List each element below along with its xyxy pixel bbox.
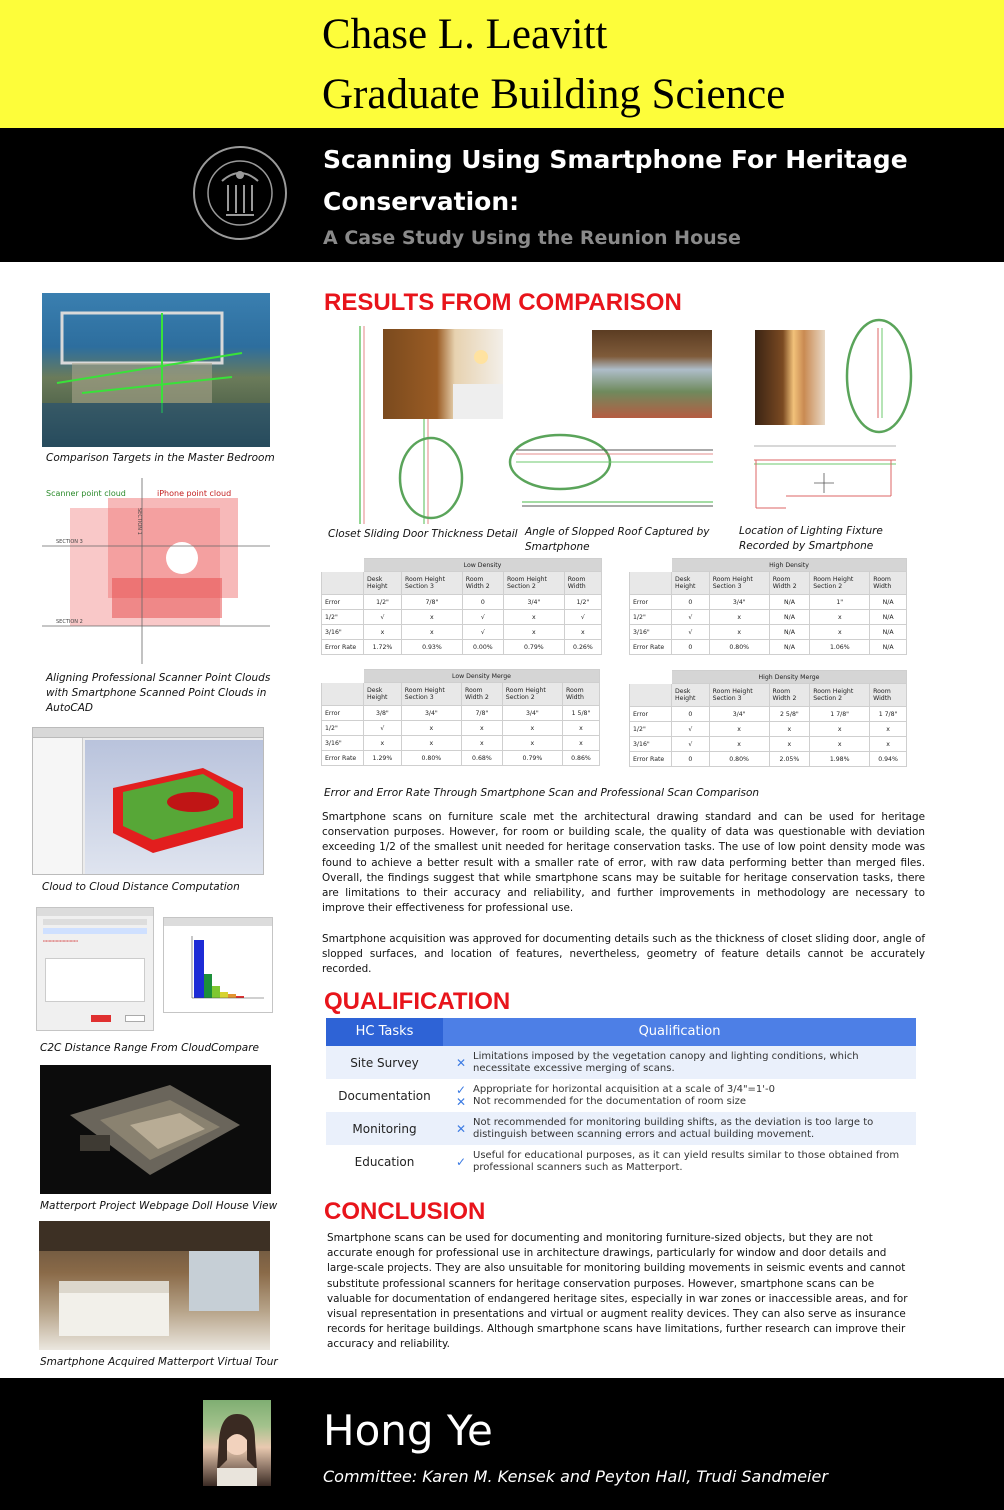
table-cell: 7/8" bbox=[461, 706, 502, 721]
caption-alignment: Aligning Professional Scanner Point Clouds with Smartphone Scanned Point Clouds in AutoCAD bbox=[46, 672, 271, 714]
table-cell: x bbox=[502, 721, 562, 736]
table-cell: 1/2" bbox=[364, 595, 402, 610]
label-iphone-cloud: iPhone point cloud bbox=[157, 489, 232, 498]
table-column-header: Room Width bbox=[564, 572, 601, 595]
table-cell: x bbox=[769, 737, 810, 752]
table-cell: 0.93% bbox=[401, 640, 462, 655]
high-density-table bbox=[629, 558, 907, 655]
caption-lighting-fixture: Location of Lighting Fixture Recorded by Smartphone bbox=[739, 525, 883, 552]
table-cell: √ bbox=[364, 610, 402, 625]
table-row-label: Error bbox=[322, 706, 364, 721]
table-cell: 0 bbox=[672, 640, 710, 655]
table-cell: x bbox=[810, 610, 870, 625]
matterport-virtual-tour-image bbox=[39, 1221, 270, 1350]
table-cell: x bbox=[461, 736, 502, 751]
c2c-dialog-screenshot: ••••••••••••••••••••••••• bbox=[36, 907, 154, 1031]
author-portrait bbox=[203, 1400, 271, 1486]
table-column-header: Room Height Section 2 bbox=[810, 684, 870, 707]
table-column-header: Room Height Section 2 bbox=[810, 572, 870, 595]
qualification-marks bbox=[449, 1057, 473, 1069]
table-cell: 0.80% bbox=[709, 752, 769, 767]
university-seal-icon bbox=[192, 145, 288, 241]
table-cell: 0 bbox=[672, 707, 710, 722]
table-cell: 0.68% bbox=[461, 751, 502, 766]
table-header-row bbox=[630, 684, 907, 707]
table-cell: 1.98% bbox=[810, 752, 870, 767]
c2c-histogram-screenshot bbox=[163, 917, 273, 1013]
poster-subtitle: A Case Study Using the Reunion House bbox=[323, 227, 741, 249]
table-cell: √ bbox=[462, 610, 503, 625]
qualification-marks bbox=[449, 1084, 473, 1108]
table-row bbox=[322, 595, 602, 610]
table-cell: x bbox=[364, 736, 402, 751]
table-cell: 0.26% bbox=[564, 640, 601, 655]
table-row bbox=[630, 737, 907, 752]
table-corner-cell bbox=[322, 670, 364, 683]
table-cell: x bbox=[709, 625, 769, 640]
table-cell: 2.05% bbox=[769, 752, 810, 767]
results-paragraph-1: Smartphone scans on furniture scale met the architectural drawing standard and can be used for heritage conservation purposes. However, for room or building scale, the quality of data was questionable with deviation exceeding 1/2 of the smallest unit needed for heritage conservation tasks. The use of low point density mode was found to achieve a better result with a smaller rate of error, with raw data performing better than merged files. Overall, the findings suggest that while smartphone scans may be suitable for heritage conservation tasks, there are limitations to their accuracy and reliability, and further improvements in methodology are necessary to improve their effectiveness for professional use. bbox=[322, 811, 925, 915]
table-header-blank bbox=[322, 683, 364, 706]
table-title-row bbox=[630, 671, 907, 684]
table-column-header: Room Width bbox=[562, 683, 599, 706]
table-cell: x bbox=[709, 610, 769, 625]
table-cell: √ bbox=[672, 625, 710, 640]
low-density-merge-table bbox=[321, 669, 600, 766]
program-name: Graduate Building Science bbox=[322, 71, 786, 118]
table-cell: x bbox=[870, 722, 907, 737]
table-cell: 1/2" bbox=[564, 595, 601, 610]
table-header-blank bbox=[322, 572, 364, 595]
qualification-heading: QUALIFICATION bbox=[324, 988, 511, 1015]
table-column-header: Room Height Section 3 bbox=[709, 572, 769, 595]
table-cell: 0.80% bbox=[401, 751, 461, 766]
table-cell: N/A bbox=[769, 625, 810, 640]
cloud-compare-screenshot bbox=[32, 727, 264, 875]
author-name: Hong Ye bbox=[323, 1406, 493, 1455]
table-cell: N/A bbox=[769, 595, 810, 610]
table-row bbox=[630, 640, 907, 655]
high-density-merge-table bbox=[629, 670, 907, 767]
check-icon: ✓ bbox=[455, 1082, 467, 1097]
caption-dollhouse: Matterport Project Webpage Doll House View bbox=[40, 1200, 278, 1212]
caption-c2c-computation: Cloud to Cloud Distance Computation bbox=[42, 881, 240, 893]
table-header-blank bbox=[630, 572, 672, 595]
hc-task-label: Site Survey bbox=[326, 1046, 443, 1079]
caption-bedroom-targets: Comparison Targets in the Master Bedroom bbox=[46, 452, 275, 464]
footer-band bbox=[0, 1378, 1004, 1510]
table-cell: x bbox=[503, 610, 564, 625]
table-cell: √ bbox=[564, 610, 601, 625]
caption-closet-detail: Closet Sliding Door Thickness Detail bbox=[328, 528, 518, 540]
label-scanner-cloud: Scanner point cloud bbox=[46, 489, 126, 498]
table-cell: √ bbox=[672, 722, 710, 737]
table-title: Low Density bbox=[364, 559, 602, 572]
table-cell: 3/4" bbox=[709, 595, 769, 610]
results-paragraph-2: Smartphone acquisition was approved for documenting details such as the thickness of closet sliding door, angle of slopped surfaces, and location of features, nevertheless, geometry of feature details cannot be accurately recorded. bbox=[322, 933, 925, 976]
table-row bbox=[630, 722, 907, 737]
committee-names: Committee: Karen M. Kensek and Peyton Hall, Trudi Sandmeier bbox=[323, 1467, 828, 1486]
caption-sloped-roof: Angle of Slopped Roof Captured by Smartphone bbox=[525, 526, 710, 553]
table-row-label: Error bbox=[630, 595, 672, 610]
table-cell: 1 7/8" bbox=[810, 707, 870, 722]
table-row-label: 1/2" bbox=[630, 722, 672, 737]
table-cell: √ bbox=[672, 610, 710, 625]
results-heading: RESULTS FROM COMPARISON bbox=[324, 289, 682, 316]
closet-photo bbox=[383, 329, 503, 419]
table-cell: 0.94% bbox=[870, 752, 907, 767]
table-row-label: 1/2" bbox=[322, 721, 364, 736]
lighting-fixture-detail-figure bbox=[746, 318, 916, 518]
table-cell: N/A bbox=[870, 640, 907, 655]
table-cell: 0 bbox=[672, 595, 710, 610]
table-cell: x bbox=[401, 721, 461, 736]
qualification-cell bbox=[443, 1079, 916, 1112]
table-cell: 1.29% bbox=[364, 751, 402, 766]
table-cell: 3/4" bbox=[503, 595, 564, 610]
header-band bbox=[0, 0, 1004, 128]
table-header-blank bbox=[630, 684, 672, 707]
table-cell: x bbox=[564, 625, 601, 640]
table-cell: 3/4" bbox=[401, 706, 461, 721]
table-cell: 0.86% bbox=[562, 751, 599, 766]
table-column-header: Desk Height bbox=[364, 572, 402, 595]
sloped-roof-detail-figure bbox=[508, 428, 720, 520]
table-column-header: Desk Height bbox=[672, 572, 710, 595]
qualification-marks bbox=[449, 1123, 473, 1135]
table-cell: x bbox=[461, 721, 502, 736]
table-cell: 0.79% bbox=[503, 640, 564, 655]
qualification-cell bbox=[443, 1046, 916, 1079]
hc-task-label: Monitoring bbox=[326, 1112, 443, 1145]
label-section-2: SECTION 2 bbox=[56, 619, 83, 625]
conclusion-heading: CONCLUSION bbox=[324, 1198, 486, 1225]
table-cell: 1.06% bbox=[810, 640, 870, 655]
table-cell: N/A bbox=[870, 595, 907, 610]
check-icon: ✓ bbox=[455, 1154, 467, 1169]
table-row-label: Error Rate bbox=[322, 751, 364, 766]
table-cell: x bbox=[401, 625, 462, 640]
table-cell: N/A bbox=[769, 640, 810, 655]
table-row bbox=[322, 736, 600, 751]
table-row bbox=[630, 752, 907, 767]
table-column-header: Room Width 2 bbox=[769, 572, 810, 595]
qualification-cell bbox=[443, 1145, 916, 1178]
table-cell: x bbox=[709, 737, 769, 752]
table-row-label: 3/16" bbox=[630, 625, 672, 640]
qualification-texts bbox=[473, 1051, 916, 1075]
table-cell: x bbox=[769, 722, 810, 737]
qualification-table-header bbox=[326, 1018, 916, 1046]
table-corner-cell bbox=[630, 671, 672, 684]
table-row-label: 1/2" bbox=[322, 610, 364, 625]
matterport-dollhouse-image bbox=[40, 1065, 271, 1194]
qualification-table bbox=[326, 1018, 916, 1178]
qualification-texts bbox=[473, 1084, 916, 1108]
table-row-label: 1/2" bbox=[630, 610, 672, 625]
table-cell: x bbox=[502, 736, 562, 751]
table-cell: 2 5/8" bbox=[769, 707, 810, 722]
table-title-row bbox=[322, 670, 600, 683]
table-cell: x bbox=[562, 736, 599, 751]
qualification-texts bbox=[473, 1117, 916, 1141]
table-title-row bbox=[322, 559, 602, 572]
qualification-row bbox=[326, 1112, 916, 1145]
student-name: Chase L. Leavitt bbox=[322, 11, 608, 58]
table-title: Low Density Merge bbox=[364, 670, 600, 683]
table-column-header: Desk Height bbox=[364, 683, 402, 706]
sloped-roof-photo bbox=[592, 330, 712, 418]
qualification-cell bbox=[443, 1112, 916, 1145]
table-title: High Density bbox=[672, 559, 907, 572]
table-cell: N/A bbox=[870, 625, 907, 640]
qualification-marks bbox=[449, 1156, 473, 1168]
table-row-label: Error Rate bbox=[630, 752, 672, 767]
table-row-label: 3/16" bbox=[630, 737, 672, 752]
label-section-1: SECTION 1 bbox=[136, 508, 142, 535]
table-row-label: Error bbox=[322, 595, 364, 610]
point-cloud-alignment-image bbox=[42, 478, 270, 664]
table-column-header: Room Height Section 3 bbox=[709, 684, 769, 707]
table-column-header: Room Height Section 2 bbox=[503, 572, 564, 595]
table-column-header: Room Width 2 bbox=[461, 683, 502, 706]
qualification-text: Useful for educational purposes, as it can yield results similar to those obtained from professional scanners such as Matterport. bbox=[473, 1149, 900, 1173]
cross-icon: ✕ bbox=[455, 1055, 467, 1070]
table-header-row bbox=[322, 572, 602, 595]
poster-title-line-1: Scanning Using Smartphone For Heritage bbox=[323, 145, 908, 174]
table-cell: 0.79% bbox=[502, 751, 562, 766]
table-row bbox=[630, 610, 907, 625]
qualification-text: Not recommended for monitoring building shifts, as the deviation is too large to distinguish between scanning errors and actual building movement. bbox=[473, 1116, 874, 1140]
table-column-header: Room Height Section 3 bbox=[401, 683, 461, 706]
table-title-row bbox=[630, 559, 907, 572]
table-row bbox=[322, 751, 600, 766]
table-cell: 1 5/8" bbox=[562, 706, 599, 721]
cross-icon: ✕ bbox=[455, 1121, 467, 1136]
table-row bbox=[322, 721, 600, 736]
table-cell: 3/8" bbox=[364, 706, 402, 721]
table-row bbox=[630, 707, 907, 722]
table-row-label: Error bbox=[630, 707, 672, 722]
table-column-header: Room Height Section 3 bbox=[401, 572, 462, 595]
table-row bbox=[322, 640, 602, 655]
table-cell: 7/8" bbox=[401, 595, 462, 610]
table-cell: 3/4" bbox=[502, 706, 562, 721]
caption-virtual-tour: Smartphone Acquired Matterport Virtual Tour bbox=[40, 1356, 278, 1368]
poster-title-line-2: Conservation: bbox=[323, 187, 520, 216]
hc-task-label: Education bbox=[354, 1154, 415, 1169]
qualification-text: Appropriate for horizontal acquisition at a scale of 3/4"=1'-0 bbox=[473, 1083, 776, 1095]
qualification-text: Not recommended for the documentation of room size bbox=[473, 1095, 747, 1107]
table-row-label: 3/16" bbox=[322, 625, 364, 640]
master-bedroom-scan-image bbox=[42, 293, 270, 447]
label-section-3: SECTION 3 bbox=[56, 539, 83, 545]
caption-error-tables: Error and Error Rate Through Smartphone Scan and Professional Scan Comparison bbox=[324, 787, 760, 799]
table-cell: x bbox=[401, 610, 462, 625]
table-row-label: Error Rate bbox=[322, 640, 364, 655]
table-cell: 3/4" bbox=[709, 707, 769, 722]
low-density-table bbox=[321, 558, 602, 655]
header-hc-tasks: HC Tasks bbox=[326, 1018, 443, 1046]
table-cell: 1" bbox=[810, 595, 870, 610]
table-title: High Density Merge bbox=[672, 671, 907, 684]
table-cell: N/A bbox=[870, 610, 907, 625]
table-cell: 0.00% bbox=[462, 640, 503, 655]
table-cell: x bbox=[810, 625, 870, 640]
table-header-row bbox=[322, 683, 600, 706]
table-cell: N/A bbox=[769, 610, 810, 625]
table-header-row bbox=[630, 572, 907, 595]
table-column-header: Room Width bbox=[870, 684, 907, 707]
qualification-row bbox=[326, 1145, 916, 1178]
table-cell: x bbox=[364, 625, 402, 640]
table-cell: 0 bbox=[462, 595, 503, 610]
table-row-label: 3/16" bbox=[322, 736, 364, 751]
table-cell: √ bbox=[672, 737, 710, 752]
table-cell: x bbox=[709, 722, 769, 737]
table-cell: x bbox=[870, 737, 907, 752]
table-row bbox=[322, 625, 602, 640]
table-column-header: Room Width 2 bbox=[769, 684, 810, 707]
header-qualification: Qualification bbox=[443, 1018, 916, 1046]
table-cell: x bbox=[810, 737, 870, 752]
table-row-label: Error Rate bbox=[630, 640, 672, 655]
table-cell: x bbox=[562, 721, 599, 736]
table-cell: 0.80% bbox=[709, 640, 769, 655]
table-cell: x bbox=[401, 736, 461, 751]
table-column-header: Room Height Section 2 bbox=[502, 683, 562, 706]
qualification-text: Limitations imposed by the vegetation canopy and lighting conditions, which necessitate excessive merging of scans. bbox=[473, 1050, 859, 1074]
table-cell: 1.72% bbox=[364, 640, 402, 655]
table-cell: 1 7/8" bbox=[870, 707, 907, 722]
hc-task-label: Documentation bbox=[338, 1088, 431, 1103]
table-column-header: Desk Height bbox=[672, 684, 710, 707]
qualification-row bbox=[326, 1079, 916, 1112]
table-column-header: Room Width bbox=[870, 572, 907, 595]
table-cell: x bbox=[503, 625, 564, 640]
table-cell: √ bbox=[462, 625, 503, 640]
table-row bbox=[322, 610, 602, 625]
table-corner-cell bbox=[630, 559, 672, 572]
qualification-texts bbox=[473, 1150, 916, 1174]
table-row bbox=[630, 595, 907, 610]
table-cell: 0 bbox=[672, 752, 710, 767]
table-corner-cell bbox=[322, 559, 364, 572]
table-row bbox=[630, 625, 907, 640]
caption-c2c-range: C2C Distance Range From CloudCompare bbox=[40, 1042, 259, 1054]
conclusion-paragraph: Smartphone scans can be used for documenting and monitoring furniture-sized objects, but they are not accurate enough for professional use in architecture drawings, particularly for window and door details and large-scale projects. They are also unsuitable for monitoring building movements in seismic events and cannot substitute professional scanners for heritage conservation purposes. However, smartphone scans can be valuable for documentation of endangered heritage sites, especially in war zones or inaccessible areas, and for visual representation in presentations and virtual or augment reality devices. They can also serve as insurance records for heritage buildings. Although smartphone scans have limitations, further research can improve their accuracy and reliability. bbox=[327, 1232, 908, 1351]
table-cell: x bbox=[810, 722, 870, 737]
table-cell: √ bbox=[364, 721, 402, 736]
cross-icon: ✕ bbox=[455, 1094, 467, 1109]
table-row bbox=[322, 706, 600, 721]
table-column-header: Room Width 2 bbox=[462, 572, 503, 595]
qualification-row bbox=[326, 1046, 916, 1079]
